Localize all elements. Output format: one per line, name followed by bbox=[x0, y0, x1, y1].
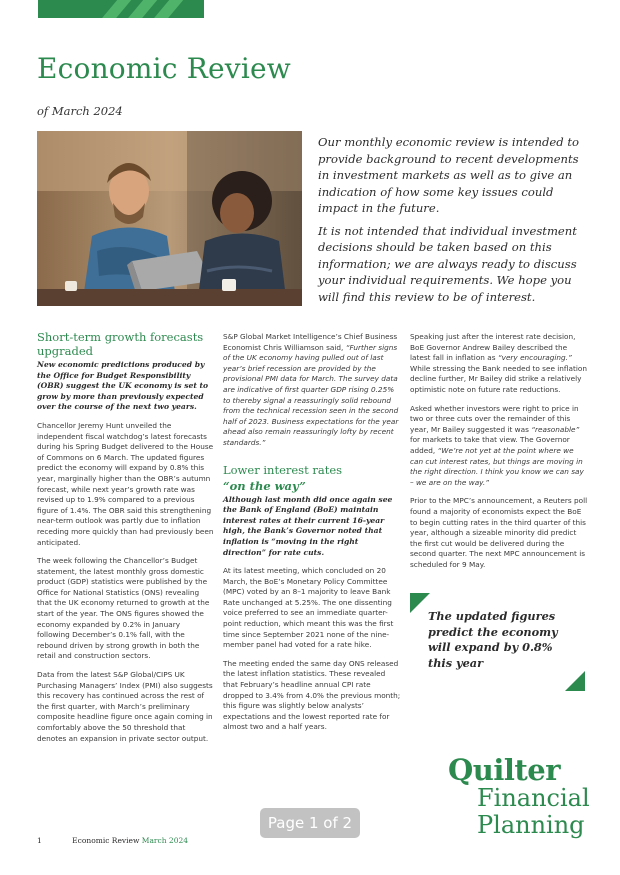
body-paragraph: Prior to the MPC’s announcement, a Reuters poll found a majority of economists expect the BoE to begin cutting rates in the third quarter of this year, although a sizeable minority did predict the first cut would be delivered during the second quarter. The next MPC announcement is scheduled for 9 May. bbox=[410, 496, 588, 569]
section-heading: Lower interest rates bbox=[223, 462, 343, 477]
text-run: Asked whether investors were right to price in two or three cuts over the remainder of this year, Mr Bailey suggested it was bbox=[410, 403, 579, 434]
logo-line: Financial bbox=[477, 784, 590, 812]
page-number: 1 bbox=[37, 836, 42, 845]
cafe-meeting-illustration bbox=[37, 131, 302, 306]
page-indicator: Page 1 of 2 bbox=[260, 808, 360, 838]
body-paragraph: The meeting ended the same day ONS released the latest inflation statistics. These revealed that February’s headline annual CPI rate dropped to 3.4% from 4.0% the previous month; this figure was slightly below analysts’ expectations and the lowest reported rate for almost two and a half years. bbox=[223, 658, 401, 732]
logo-line: Quilter bbox=[448, 753, 561, 787]
body-paragraph bbox=[410, 332, 588, 396]
corner-triangle-icon bbox=[410, 593, 430, 613]
section-heading: Short-term growth forecasts upgraded bbox=[37, 330, 204, 358]
pull-quote bbox=[410, 593, 585, 691]
quote-text: “Further signs of the UK economy having pulled out of last year’s brief recession are provided by the provisional PMI data for March. The survey data are indicative of first quarter GDP rising 0.25% to thereby signal a reassuringly solid rebound from the technical recession seen in the second half of 2023. Business expectations for the year ahead also remain reassuringly lofty by recent standards.” bbox=[223, 342, 399, 447]
body-paragraph bbox=[410, 404, 588, 489]
footer-publication: Economic Review bbox=[72, 836, 140, 845]
text-run: for markets to take that view. The Governor added, bbox=[410, 435, 570, 455]
body-paragraph: At its latest meeting, which concluded on 20 March, the BoE’s Monetary Policy Committee (MPC) voted by an 8–1 majority to leave Bank Rate unchanged at 5.25%. The one dissenting voice preferred to see an immediate quarter-point reduction, which meant this was the first time since September 2021 none of the nine-member panel had voted for a rate hike. bbox=[223, 566, 394, 650]
quote-attribution: S&P Global Market Intelligence’s Chief Business Economist Chris Williamson said, bbox=[223, 332, 398, 352]
footer-date: March 2024 bbox=[141, 836, 189, 845]
text-run: While stressing the Bank needed to see inflation decline further, Mr Bailey did strike a relatively optimistic note on future rate reductions. bbox=[410, 363, 587, 394]
column-2 bbox=[223, 332, 401, 741]
body-paragraph bbox=[223, 332, 401, 449]
issue-date: of March 2024 bbox=[37, 104, 123, 118]
intro-paragraph: It is not intended that individual investment decisions should be taken based on this information; we are always ready to discuss your individual requirements. We hope you will find this review to be of interest. bbox=[318, 223, 577, 304]
quote-text: “We’re not yet at the point where we can cut interest rates, but things are moving in the right direction. I think you know we can say – we are on the way.” bbox=[410, 445, 584, 487]
column-3 bbox=[410, 332, 588, 578]
corner-triangle-icon bbox=[565, 671, 585, 691]
page-footer bbox=[37, 836, 188, 845]
text-run: Speaking just after the interest rate decision, BoE Governor Andrew Bailey described the latest fall in inflation as bbox=[410, 332, 576, 363]
section-subheading: “on the way” bbox=[223, 478, 306, 493]
section-lead: New economic predictions produced by the Office for Budget Responsibility (OBR) suggest the UK economy is set to grow by more than previously expected over the course of the next two years. bbox=[37, 360, 209, 412]
pull-quote-text: The updated figures predict the economy will expand by 0.8% this year bbox=[428, 609, 558, 670]
quote-text: “reasonable” bbox=[531, 424, 580, 434]
quilter-logo bbox=[448, 753, 590, 839]
intro-text bbox=[318, 134, 586, 311]
page-title: Economic Review bbox=[37, 52, 291, 85]
body-paragraph: Chancellor Jeremy Hunt unveiled the independent fiscal watchdog’s latest forecasts during his Spring Budget delivered to the House of Commons on 6 March. The updated figures predict the economy will expand by 0.8% this year, marginally higher than the OBR’s autumn forecast, while next year’s growth rate was revised up to 1.9% compared to a previous figure of 1.4%. The OBR said this strengthening near-term outlook was partly due to inflation receding more quickly than had previously been anticipated. bbox=[37, 420, 214, 547]
body-paragraph: The week following the Chancellor’s Budget statement, the latest monthly gross domestic product (GDP) statistics were published by the Office for National Statistics (ONS) revealing that the UK economy returned to growth at the start of the year. The ONS figures showed the economy expanded by 0.2% in January following December’s 0.1% fall, with the rebound driven by strong growth in both the retail and construction sectors. bbox=[37, 556, 210, 661]
intro-paragraph: Our monthly economic review is intended to provide background to recent developments in investment markets as well as to give an indication of how some key issues could impact in the future. bbox=[318, 135, 580, 215]
section-lead: Although last month did once again see the Bank of England (BoE) maintain interest rates at their current 16-year high, the Bank’s Governor noted that inflation is “moving in the right direction” for rate cuts. bbox=[223, 494, 393, 557]
logo-line: Planning bbox=[477, 811, 585, 839]
column-1 bbox=[37, 330, 215, 752]
body-paragraph: Data from the latest S&P Global/CIPS UK Purchasing Managers’ Index (PMI) also suggests this recovery has continued across the rest of the first quarter, with March’s preliminary composite headline figure once again coming in comfortably above the 50 threshold that denotes an expansion in private sector output. bbox=[37, 670, 213, 743]
cover-photo bbox=[37, 131, 302, 306]
header-banner bbox=[38, 0, 204, 18]
quote-text: “very encouraging.” bbox=[497, 353, 572, 363]
